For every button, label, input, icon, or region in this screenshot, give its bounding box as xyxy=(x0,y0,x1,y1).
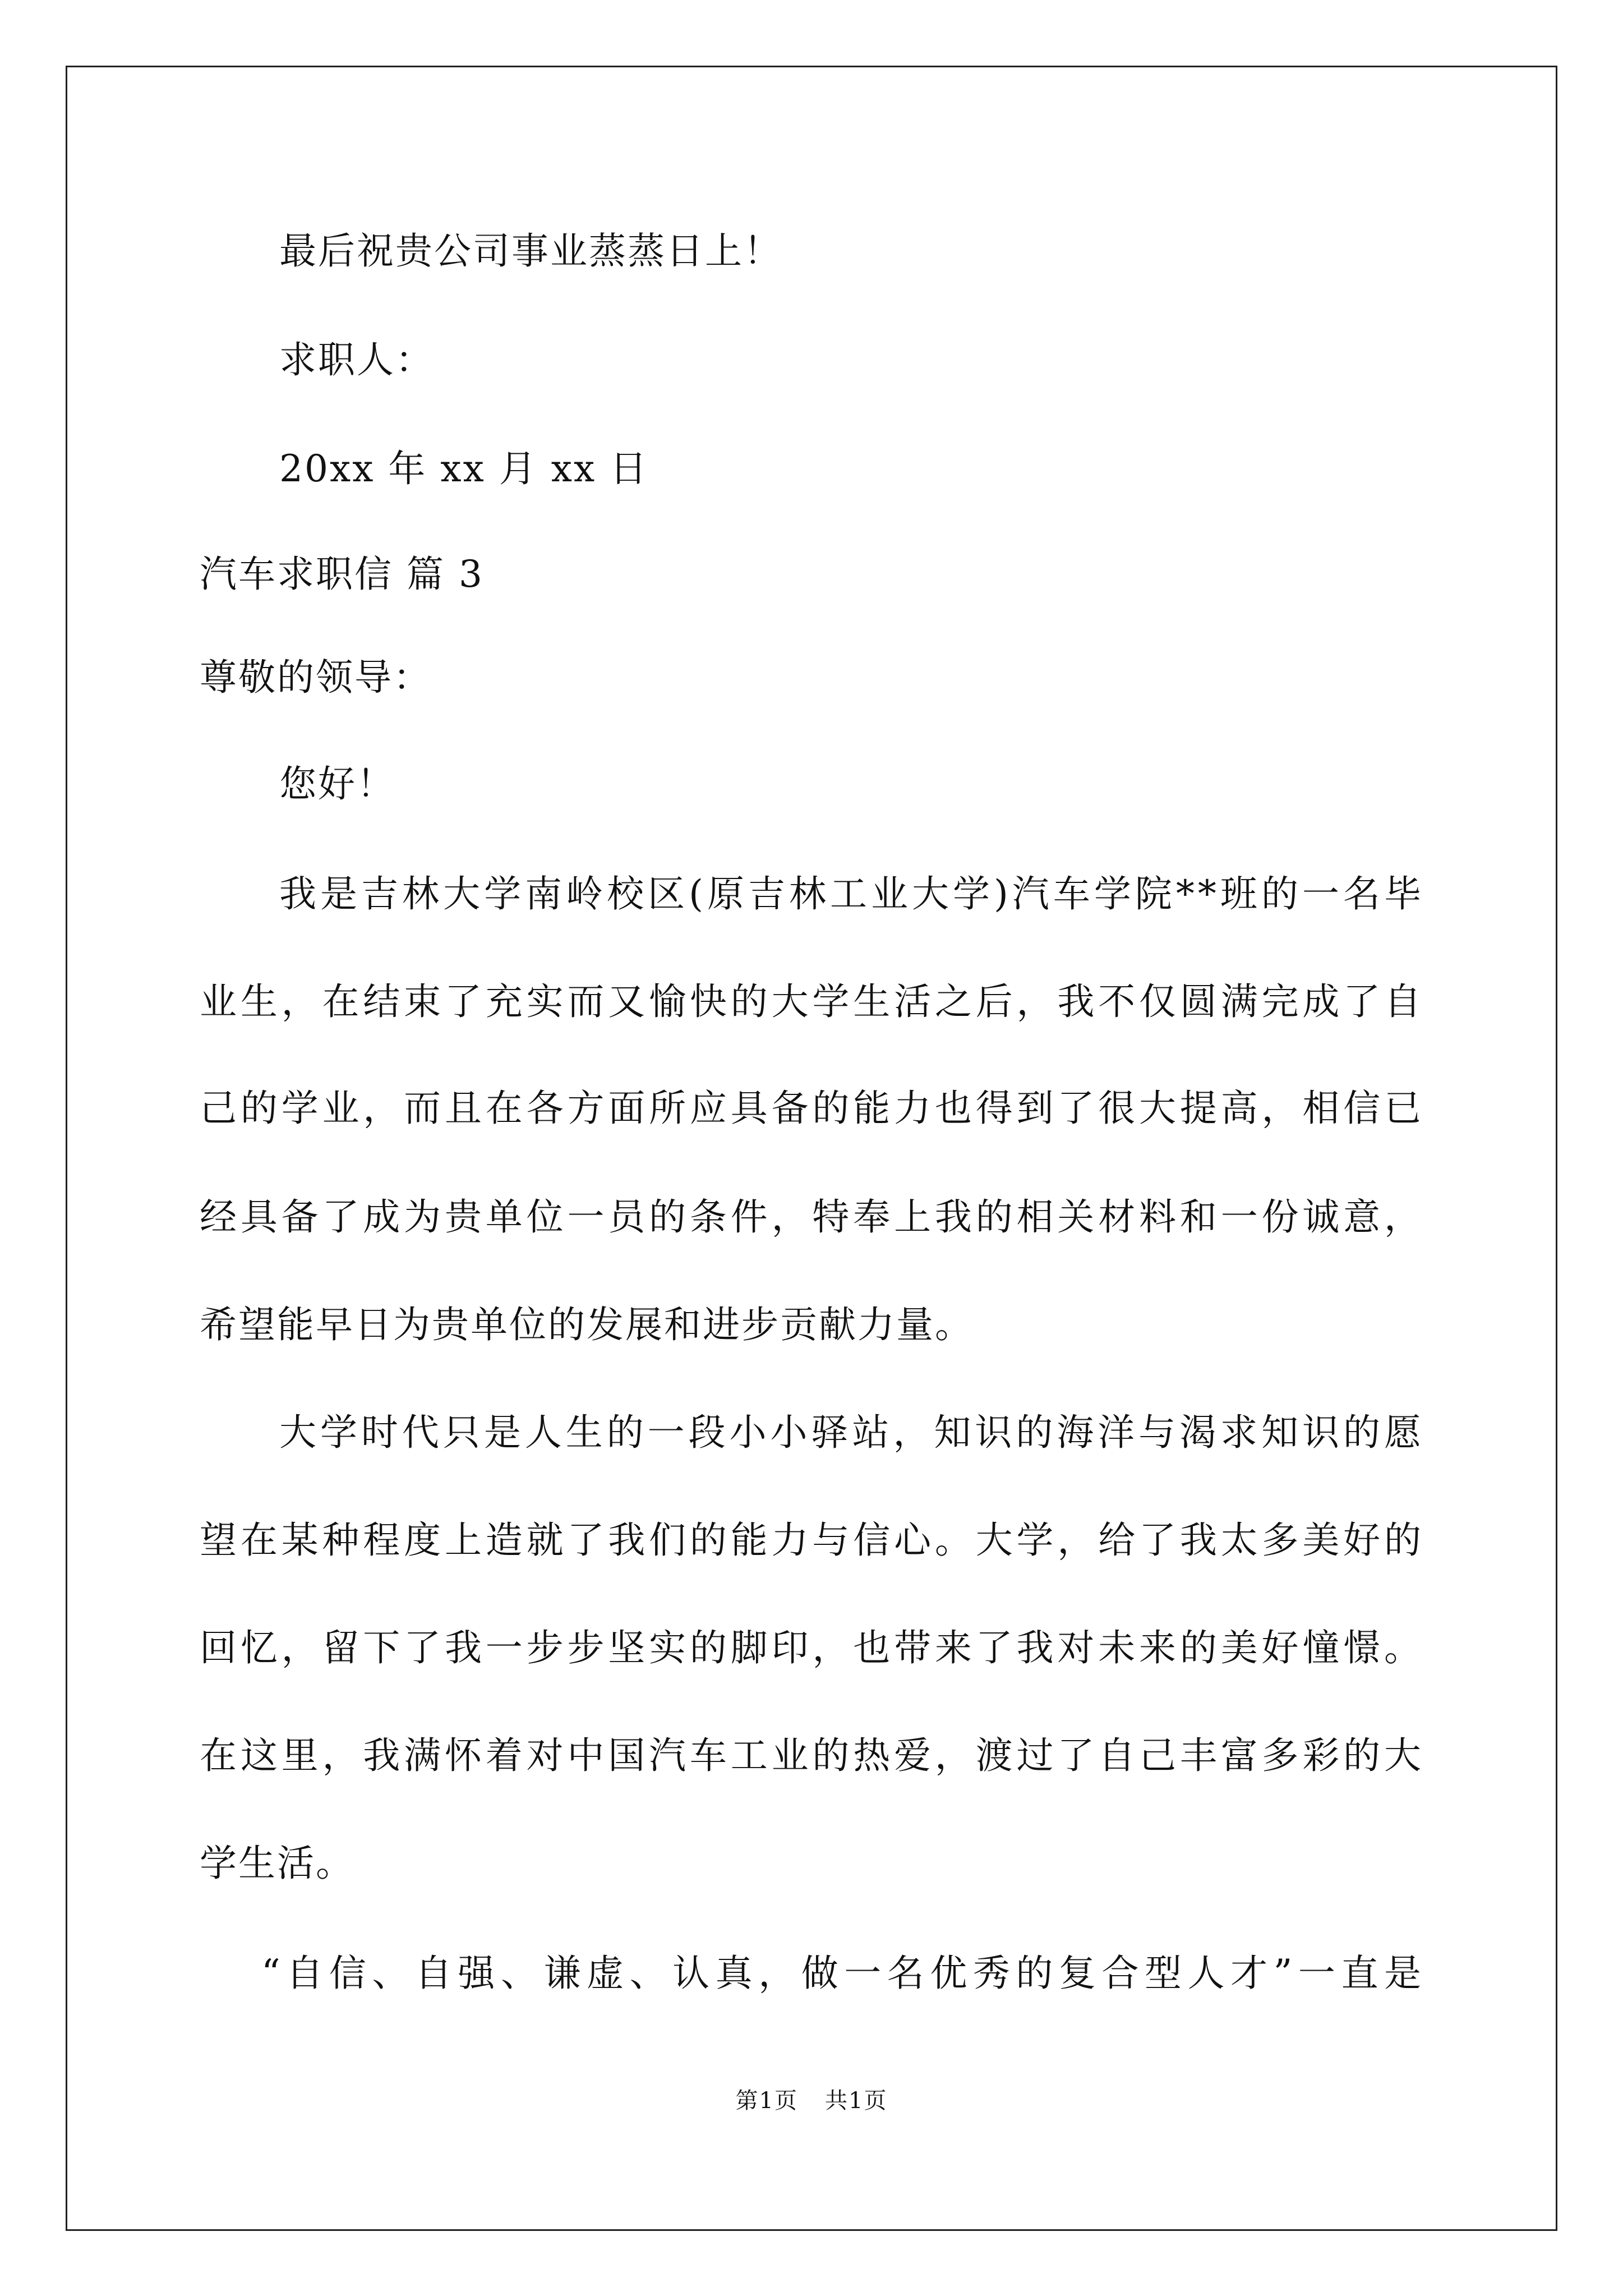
paragraph-line: 望在某种程度上造就了我们的能力与信心。大学，给了我太多美好的 xyxy=(200,1519,1424,1562)
paragraph-line: 己的学业，而且在各方面所应具备的能力也得到了很大提高，相信已 xyxy=(200,1087,1424,1130)
paragraph-line: 业生，在结束了充实而又愉快的大学生活之后，我不仅圆满完成了自 xyxy=(200,980,1424,1023)
section-title: 汽车求职信 篇 3 xyxy=(200,553,484,596)
paragraph-line: 希望能早日为贵单位的发展和进步贡献力量。 xyxy=(200,1303,974,1346)
letter-date: 20xx 年 xx 月 xx 日 xyxy=(279,447,649,490)
page-footer xyxy=(0,2087,1623,2115)
paragraph-line: 学生活。 xyxy=(200,1842,354,1885)
closing-wish: 最后祝贵公司事业蒸蒸日上！ xyxy=(279,229,782,273)
greeting: 您好！ xyxy=(279,762,395,806)
page-border xyxy=(66,66,1557,2231)
paragraph-line: 大学时代只是人生的一段小小驿站，知识的海洋与渴求知识的愿 xyxy=(279,1411,1424,1454)
paragraph-line: 回忆，留下了我一步步坚实的脚印，也带来了我对未来的美好憧憬。 xyxy=(200,1626,1424,1669)
applicant-label: 求职人： xyxy=(279,338,434,381)
paragraph-line: “自信、自强、谦虚、认真，做一名优秀的复合型人才”一直是 xyxy=(261,1952,1424,1995)
paragraph-line: 我是吉林大学南岭校区(原吉林工业大学)汽车学院**班的一名毕 xyxy=(279,872,1424,915)
salutation: 尊敬的领导： xyxy=(200,656,432,699)
paragraph-line: 在这里，我满怀着对中国汽车工业的热爱，渡过了自己丰富多彩的大 xyxy=(200,1734,1424,1777)
page-number: 第1页 xyxy=(735,2088,798,2114)
paragraph-line: 经具备了成为贵单位一员的条件，特奉上我的相关材料和一份诚意， xyxy=(200,1195,1424,1239)
page-total: 共1页 xyxy=(825,2088,888,2114)
